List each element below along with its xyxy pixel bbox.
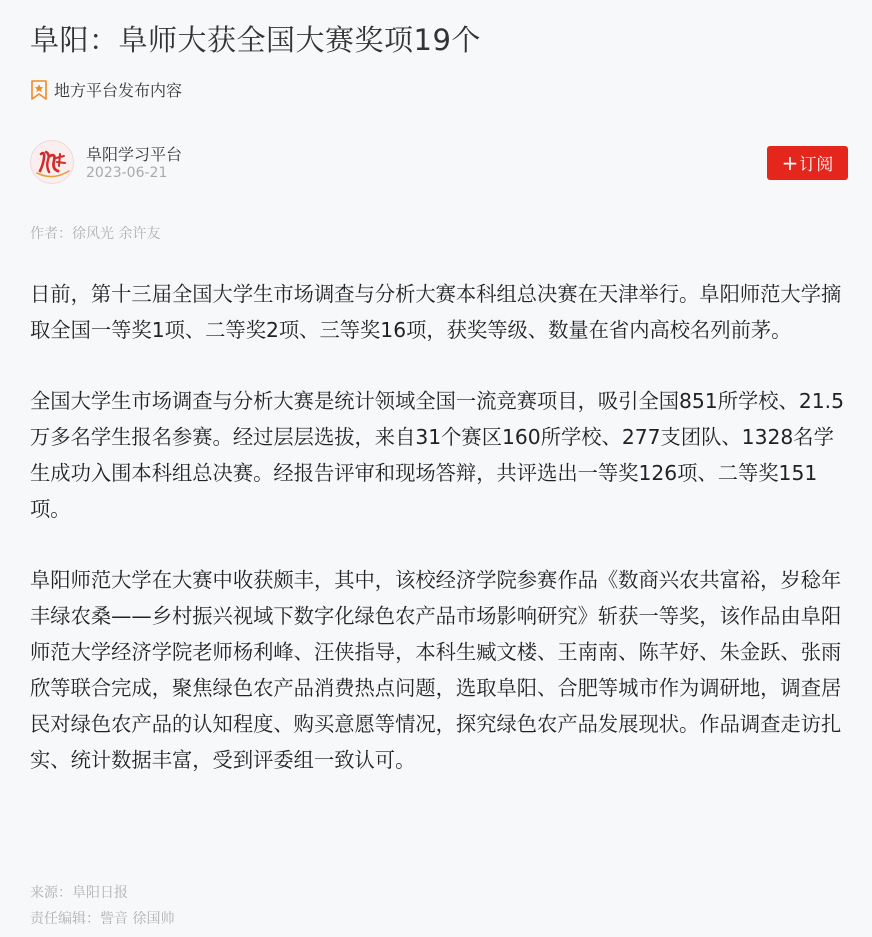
editor-line: 责任编辑：訾音 徐国帅 xyxy=(30,911,175,927)
avatar[interactable] xyxy=(30,140,74,184)
plus-icon: + xyxy=(781,151,799,175)
article-paragraph: 日前，第十三届全国大学生市场调查与分析大赛本科组总决赛在天津举行。阜阳师范大学摘取全国一等奖1项、二等奖2项、三等奖16项，获奖等级、数量在省内高校名列前茅。 xyxy=(30,282,842,342)
article-paragraph: 阜阳师范大学在大赛中收获颇丰，其中，该校经济学院参赛作品《数商兴农共富裕，岁稔年丰绿农桑——乡村振兴视域下数字化绿色农产品市场影响研究》斩获一等奖，该作品由阜阳师范大学经济学院老师杨利峰、汪侠指导，本科生臧文楼、王南南、陈芊妤、朱金跃、张雨欣等联合完成，聚焦绿色农产品消费热点问题，选取阜阳、合肥等城市作为调研地，调查居民对绿色农产品的认知程度、购买意愿等情况，探究绿色农产品发展现状。作品调查走访扎实、统计数据丰富，受到评委组一致认可。 xyxy=(30,568,842,772)
source-tag xyxy=(30,78,182,101)
account-header xyxy=(30,140,848,186)
article-title: 阜阳：阜师大获全国大赛奖项19个 xyxy=(30,23,481,57)
article-paragraph: 全国大学生市场调查与分析大赛是统计领域全国一流竞赛项目，吸引全国851所学校、21.5万多名学生报名参赛。经过层层选拔，来自31个赛区160所学校、277支团队、1328名学生成功入围本科组总决赛。经报告评审和现场答辩，共评选出一等奖126项、二等奖151项。 xyxy=(30,389,844,521)
subscribe-button[interactable] xyxy=(767,146,848,180)
account-name[interactable]: 阜阳学习平台 xyxy=(86,145,183,164)
account-logo-icon xyxy=(31,141,74,184)
article-body xyxy=(30,276,852,813)
source-tag-label: 地方平台发布内容 xyxy=(54,81,183,100)
author-line: 作者：徐风光 余许友 xyxy=(30,226,161,242)
publish-date: 2023-06-21 xyxy=(86,165,168,181)
subscribe-label: 订阅 xyxy=(799,155,834,175)
bookmark-star-icon xyxy=(30,80,48,100)
source-line: 来源：阜阳日报 xyxy=(30,885,128,901)
